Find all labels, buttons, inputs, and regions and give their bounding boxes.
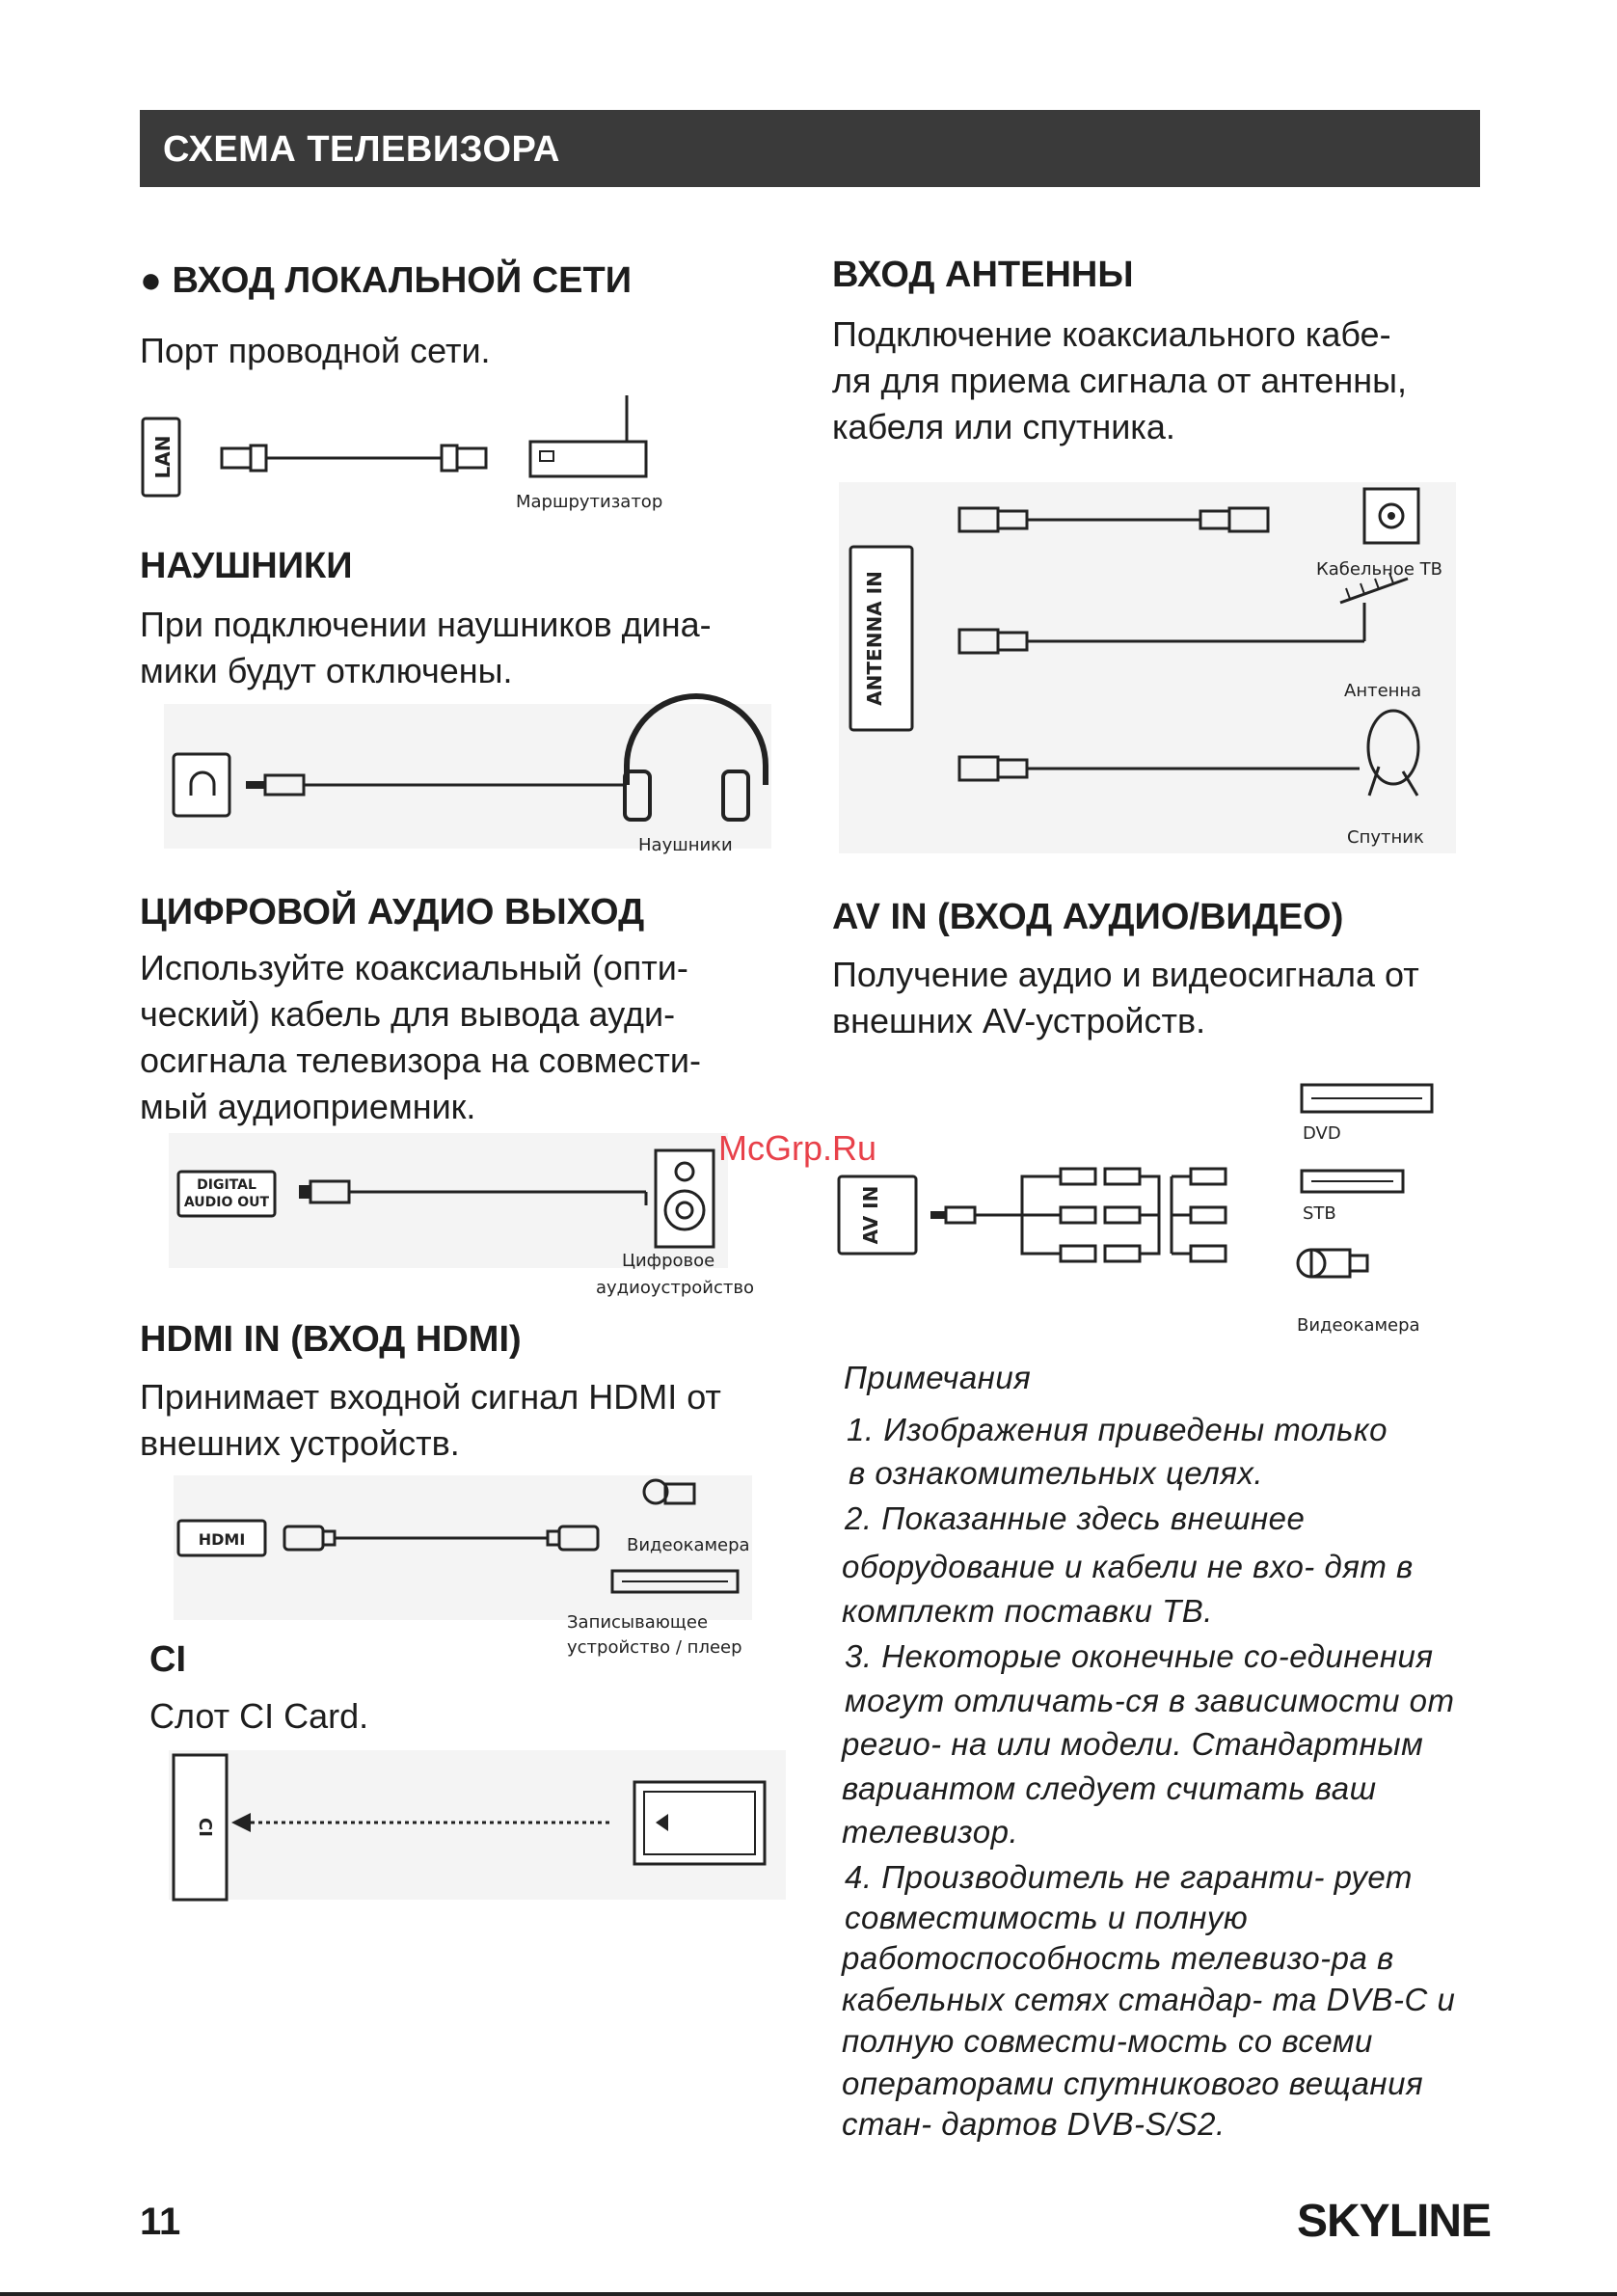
digital-audio-port-line2: AUDIO OUT — [183, 1195, 270, 1210]
note-line: комплект поставки ТВ. — [842, 1593, 1213, 1629]
footer-divider — [0, 2292, 1617, 2296]
lan-device-caption: Маршрутизатор — [516, 492, 663, 512]
hdmi-port-label: HDMI — [198, 1530, 246, 1549]
hdmi-recorder-caption-1: Записывающее — [567, 1612, 709, 1633]
digital-audio-heading: ЦИФРОВОЙ АУДИО ВЫХОД — [140, 892, 645, 932]
digital-audio-caption-2: аудиоустройство — [596, 1278, 755, 1298]
note-line: могут отличать-ся в зависимости от — [845, 1683, 1455, 1718]
hdmi-camera-caption: Видеокамера — [627, 1535, 750, 1555]
antenna-text-1: Подключение коаксиального кабе- — [832, 314, 1391, 354]
watermark: McGrp.Ru — [718, 1128, 877, 1168]
antenna-satellite-caption: Спутник — [1347, 827, 1424, 848]
antenna-heading: ВХОД АНТЕННЫ — [832, 255, 1134, 295]
headphones-device-caption: Наушники — [638, 835, 733, 855]
av-stb-caption: STB — [1303, 1203, 1336, 1224]
ci-diagram — [169, 1750, 786, 1904]
antenna-antenna-caption: Антенна — [1344, 681, 1422, 701]
page-number: 11 — [140, 2201, 181, 2243]
ci-text: Слот CI Card. — [149, 1696, 369, 1736]
note-line: 1. Изображения приведены только — [847, 1412, 1388, 1447]
av-port-label: AV IN — [859, 1185, 882, 1245]
ci-heading: CI — [149, 1639, 186, 1680]
hdmi-text-2: внешних устройств. — [140, 1423, 460, 1463]
note-line: оборудование и кабели не вхо- дят в — [842, 1549, 1414, 1584]
headphones-diagram — [164, 704, 771, 849]
digital-audio-caption-1: Цифровое — [622, 1251, 715, 1271]
headphones-text-1: При подключении наушников дина- — [140, 605, 712, 644]
digital-audio-port-line1: DIGITAL — [197, 1177, 256, 1193]
lan-heading: ● ВХОД ЛОКАЛЬНОЙ СЕТИ — [140, 260, 633, 301]
hdmi-heading: HDMI IN (ВХОД HDMI) — [140, 1319, 522, 1360]
hdmi-recorder-caption-2: устройство / плеер — [567, 1637, 742, 1658]
note-line: вариантом следует считать ваш — [842, 1770, 1377, 1806]
lan-text: Порт проводной сети. — [140, 331, 491, 370]
av-text-1: Получение аудио и видеосигнала от — [832, 955, 1419, 994]
digital-audio-text-2: ческий) кабель для вывода ауди- — [140, 994, 676, 1034]
lan-port-label: LAN — [151, 435, 175, 479]
av-diagram — [834, 1080, 1451, 1302]
digital-audio-diagram — [169, 1133, 728, 1268]
note-line: в ознакомительных целях. — [849, 1455, 1263, 1491]
note-line: кабельных сетях стандар- та DVB-C и — [842, 1982, 1456, 2017]
digital-audio-text-4: мый аудиоприемник. — [140, 1087, 476, 1126]
page-title: СХЕМА ТЕЛЕВИЗОРА — [163, 129, 560, 170]
note-line: полную совмести-мость со всеми — [842, 2023, 1373, 2059]
note-line: операторами спутникового вещания — [842, 2066, 1424, 2101]
note-line: 2. Показанные здесь внешнее — [845, 1500, 1306, 1536]
headphones-text-2: мики будут отключены. — [140, 651, 513, 690]
note-line: регио- на или модели. Стандартным — [842, 1726, 1424, 1762]
antenna-text-3: кабеля или спутника. — [832, 407, 1175, 446]
note-line: работоспособность телевизо-ра в — [842, 1940, 1394, 1976]
note-line: 4. Производитель не гаранти- рует — [845, 1859, 1413, 1895]
antenna-diagram — [839, 477, 1466, 863]
av-heading: AV IN (ВХОД АУДИО/ВИДЕО) — [832, 897, 1344, 937]
headphones-heading: НАУШНИКИ — [140, 546, 353, 586]
antenna-text-2: ля для приема сигнала от антенны, — [832, 361, 1407, 400]
note-line: 3. Некоторые оконечные со-единения — [845, 1638, 1434, 1674]
av-camera-caption: Видеокамера — [1297, 1315, 1420, 1336]
digital-audio-text-3: осигнала телевизора на совмести- — [140, 1040, 701, 1080]
brand-logo: SKYLINE — [1297, 2196, 1492, 2247]
note-line: совместимость и полную — [845, 1900, 1249, 1935]
digital-audio-text-1: Используйте коаксиальный (опти- — [140, 948, 688, 987]
antenna-port-label: ANTENNA IN — [863, 571, 886, 706]
av-text-2: внешних AV-устройств. — [832, 1001, 1206, 1040]
antenna-cable-caption: Кабельное ТВ — [1316, 559, 1443, 580]
ci-slot-label: CI — [195, 1818, 215, 1837]
notes-title: Примечания — [844, 1360, 1032, 1395]
header-bar — [140, 110, 1480, 187]
note-line: стан- дартов DVB-S/S2. — [842, 2106, 1226, 2142]
note-line: телевизор. — [842, 1814, 1019, 1850]
hdmi-text-1: Принимает входной сигнал HDMI от — [140, 1377, 721, 1417]
av-dvd-caption: DVD — [1303, 1123, 1341, 1144]
